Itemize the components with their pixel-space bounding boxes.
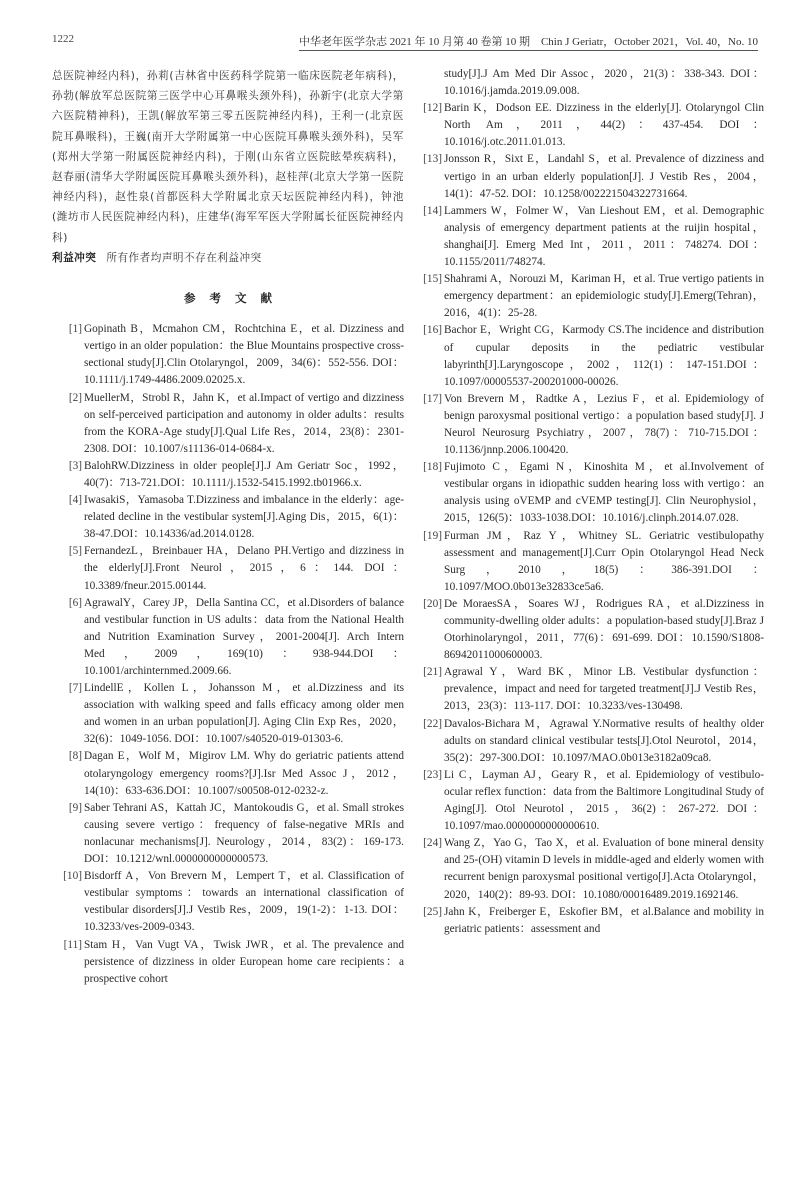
reference-number: [11] [63,938,82,951]
reference-text: Agrawal Y，Ward BK，Minor LB. Vestibular dysfunction：prevalence，impact and need for targeted treatment[J].J Vestib Res，2013，23(3)：113-117. DOI：10.3233/ves-130498. [444,666,764,713]
reference-text: Wang Z，Yao G，Tao X，et al. Evaluation of bone mineral density and 25-(OH) vitamin D levels in middle-aged and elderly women with recurrent benign paroxysmal positional vertigo[J].Acta Otolaryngol，2020，140(2)：89-93. DOI：10.1080/00016489.2019.1692146. [444,837,764,901]
reference-item [52,748,404,799]
reference-item [412,528,764,596]
reference-text: Barin K，Dodson EE. Dizziness in the elderly[J]. Otolaryngol Clin North Am，2011，44(2)：437-454. DOI：10.1016/j.otc.2011.01.013. [444,102,764,149]
reference-text: Lammers W，Folmer W，Van Lieshout EM，et al. Demographic analysis of emergency department patients at the ruijin hospital，shanghai[J]. Emerg Med Int，2011，2011：748274. DOI：10.1155/2011/748274. [444,204,764,269]
reference-list-left [52,321,404,988]
reference-number: [15] [423,273,442,286]
reference-item [412,391,764,459]
reference-item [52,680,404,748]
conflict-label: 利益冲突 [52,251,97,264]
reference-text: Bachor E，Wright CG，Karmody CS.The incidence and distribution of cupular deposits in the pediatric vestibular labyrinth[J].Laryngoscope，2002，112(1)：147-151.DOI：10.1097/00005537-200201000-00026. [444,324,764,388]
reference-number: [21] [423,666,442,679]
reference-item [412,664,764,715]
conflict-text: 所有作者均声明不存在利益冲突 [106,251,262,264]
reference-number: [25] [423,905,442,918]
reference-text: Shahrami A，Norouzi M，Kariman H，et al. True vertigo patients in emergency department：an epidemiologic study[J].Emerg(Tehran)，2016，4(1)：25-28. [444,273,764,320]
reference-number: [16] [423,324,442,337]
reference-number: [5] [68,545,82,558]
reference-text: Li C，Layman AJ，Geary R，et al. Epidemiology of vestibulo-ocular reflex function：data from the Baltimore Longitudinal Study of Aging[J]. Otol Neurotol，2015，36(2)：267-272. DOI：10.1097/mao.0000000000000610. [444,768,764,833]
page-number: 1222 [52,33,74,45]
reference-text: De MoraesSA，Soares WJ，Rodrigues RA，et al.Dizziness in community-dwelling older adults：a population-based study[J].Braz J Otorhinolaryngol，2011，77(6)：691-699. DOI：10.1590/S1808-86942011000600003. [444,597,764,662]
reference-item [412,459,764,527]
reference-text: study[J].J Am Med Dir Assoc，2020，21(3)：338-343. DOI：10.1016/j.jamda.2019.09.008. [444,68,764,98]
reference-text: LindellE，Kollen L，Johansson M，et al.Dizziness and its association with walking speed and falls efficacy among older men and women in an urban population[J]. Aging Clin Exp Res，2020，32(6)：1049-1056. DOI：10.1007/s40520-019-01303-6. [84,682,404,746]
reference-item [412,100,764,151]
reference-number: [4] [68,494,82,507]
reference-text: AgrawalY，Carey JP，Della Santina CC，et al.Disorders of balance and vestibular function in US adults：data from the National Health and Nutrition Examination Survey，2001-2004[J]. Arch Intern Med，2009，169(10)：938-944.DOI：10.1001/archinternmed.2009.66. [84,596,404,677]
reference-item [412,904,764,938]
reference-continuation [412,66,764,100]
reference-item [52,868,404,936]
reference-number: [9] [68,801,82,814]
reference-number: [23] [423,768,442,781]
reference-text: Gopinath B，Mcmahon CM，Rochtchina E，et al. Dizziness and vertigo in an older population：the Blue Mountains prospective cross-sectional study[J].Clin Otolaryngol，2009，34(6)：552-556. DOI：10.1111/j.1749-4486.2009.02025.x. [84,323,404,387]
reference-item [52,390,404,458]
reference-number: [12] [423,102,442,115]
reference-item [52,937,404,988]
reference-number: [20] [423,597,442,610]
reference-text: Jahn K，Freiberger E，Eskofier BM，et al.Balance and mobility in geriatric patients：assessment and [444,905,764,935]
reference-text: Saber Tehrani AS，Kattah JC，Mantokoudis G，et al. Small strokes causing severe vertigo：frequency of false-negative MRIs and nonlacunar mechanisms[J]. Neurology，2014，83(2)：169-173. DOI：10.1212/wnl.0000000000000573. [84,801,404,866]
reference-item [52,458,404,492]
reference-text: BalohRW.Dizziness in older people[J].J Am Geriatr Soc，1992，40(7)：713-721.DOI：10.1111/j.1532-5415.1992.tb01966.x. [84,459,404,489]
reference-number: [2] [68,391,82,404]
reference-item [412,151,764,202]
reference-text: MuellerM，Strobl R，Jahn K，et al.Impact of vertigo and dizziness on self-perceived participation and autonomy in older adults：results from the KORA-Age study[J].Qual Life Res，2014，23(8)：2301-2308. DOI：10.1007/s11136-014-0684-x. [84,391,404,455]
reference-text: IwasakiS，Yamasoba T.Dizziness and imbalance in the elderly：age-related decline in the vestibular system[J].Aging Dis，2015，6(1)：38-47.DOI：10.14336/ad.2014.0128. [84,494,404,541]
reference-item [412,767,764,835]
reference-text: Fujimoto C，Egami N，Kinoshita M，et al.Involvement of vestibular organs in idiopathic sudden hearing loss with vertigo：an analysis using oVEMP and cVEMP testing[J]. Clin Neurophysiol，2015，126(5)：1033-1038.DOI：10.1016/j.clinph.2014.07.028. [444,461,764,525]
reference-number: [6] [68,596,82,609]
author-affiliations: 总医院神经内科)，孙莉(吉林省中医药科学院第一临床医院老年病科)，孙勃(解放军总医院第三医学中心耳鼻喉头颈外科)，孙新宇(北京大学第六医院精神科)，王凯(解放军第三零五医院神经内科)，王利一(北京医院耳鼻喉科)，王巍(南开大学附属第一中心医院耳鼻喉头颈外科)，吴军(郑州大学第一附属医院神经内科)，于刚(山东省立医院眩晕疾病科)，赵春丽(清华大学附属医院耳鼻喉头颈外科)，赵桂萍(北京大学第一医院神经内科)，赵性泉(首都医科大学附属北京天坛医院神经内科)，钟池(潍坊市人民医院神经内科)，庄建华(海军军医大学附属长征医院神经内科) [52,70,404,244]
journal-citation: 中华老年医学杂志 2021 年 10 月第 40 卷第 10 期 Chin J Geriatr，October 2021，Vol. 40，No. 10 [299,33,758,51]
reference-number: [1] [68,323,82,336]
left-column [52,66,404,988]
reference-text: Stam H，Van Vugt VA，Twisk JWR，et al. The prevalence and persistence of dizziness in older European home care recipients：a prospective cohort [84,938,404,985]
reference-text: Furman JM，Raz Y，Whitney SL. Geriatric vestibulopathy assessment and management[J].Curr Opin Otolaryngol Head Neck Surg，2010，18(5)：386-391.DOI：10.1097/MOO.0b013e32833ce5a6. [444,529,764,593]
reference-list-right [412,100,764,938]
reference-number: [24] [423,837,442,850]
right-column [412,66,764,938]
references-heading: 参考文献 [184,291,286,306]
reference-number: [18] [423,461,442,474]
reference-item [412,203,764,271]
reference-item [52,800,404,868]
reference-text: FernandezL，Breinbauer HA，Delano PH.Vertigo and dizziness in the elderly[J].Front Neurol，2015，6：144. DOI：10.3389/fneur.2015.00144. [84,545,404,592]
reference-number: [13] [423,153,442,166]
reference-item [52,595,404,680]
reference-item [412,835,764,903]
reference-item [52,492,404,543]
reference-number: [14] [423,204,442,217]
reference-item [412,322,764,390]
reference-text: Bisdorff A，Von Brevern M，Lempert T，et al. Classification of vestibular symptoms：towards an international classification of vestibular disorders[J].J Vestib Res，2009，19(1-2)：1-13. DOI：10.3233/ves-2009-0343. [84,870,404,934]
reference-number: [22] [423,717,442,730]
reference-number: [10] [63,870,82,883]
running-header [52,33,758,51]
reference-number: [8] [68,750,82,763]
reference-item [412,596,764,664]
reference-number: [3] [68,459,82,472]
reference-number: [7] [68,682,82,695]
reference-item [52,543,404,594]
conflict-of-interest [52,248,404,268]
reference-number: [17] [423,392,442,405]
reference-item [412,271,764,322]
reference-number: [19] [423,529,442,542]
reference-item [412,716,764,767]
reference-text: Davalos-Bichara M，Agrawal Y.Normative results of healthy older adults on standard clinical vestibular tests[J].Otol Neurotol，2014，35(2)：297-300.DOI：10.1097/MAO.0b013e3182a09ca8. [444,717,764,764]
reference-text: Jonsson R，Sixt E，Landahl S，et al. Prevalence of dizziness and vertigo in an urban elderly population[J]. J Vestib Res，2004，14(1)：47-52. DOI：10.1258/002221504322731664. [444,153,764,200]
reference-item [52,321,404,389]
reference-text: Von Brevern M，Radtke A，Lezius F，et al. Epidemiology of benign paroxysmal positional vertigo：a population based study[J]. J Neurol Neurosurg Psychiatry，2007，78(7)：710-715.DOI：10.1136/jnnp.2006.100420. [444,392,764,457]
reference-text: Dagan E，Wolf M，Migirov LM. Why do geriatric patients attend otolaryngology emergency rooms?[J].Isr Med Assoc J，2012，14(10)：633-636.DOI：10.1007/s00508-012-0232-z. [84,750,404,797]
